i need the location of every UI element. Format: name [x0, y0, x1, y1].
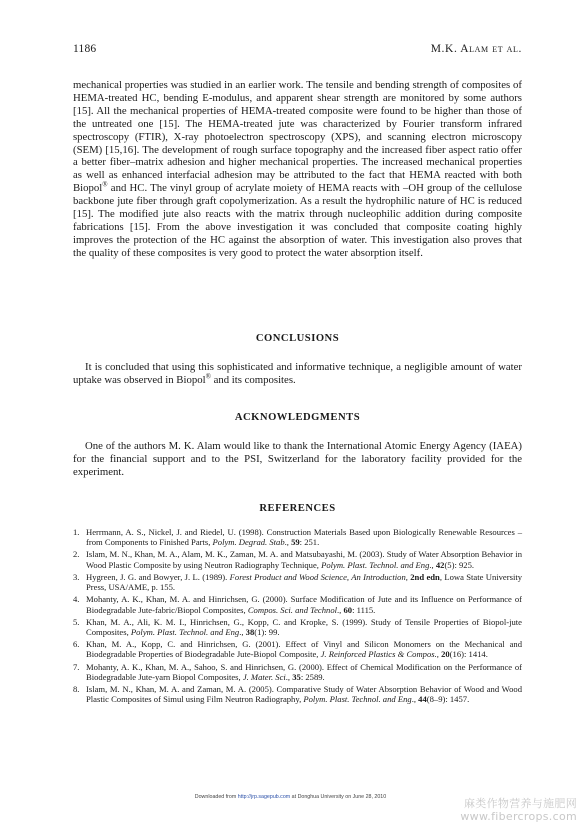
reference-item: [73, 684, 522, 704]
reference-item: [73, 639, 522, 659]
reference-text: Mohanty, A. K., Khan, M. A., Sahoo, S. and Hinrichsen, G. (2000). Effect of Chemical Modification on the Performance of Biodegradable Jute-yarn Biopol Composites, J. Mater. Sci., 35: 2589.: [86, 661, 522, 682]
reference-text: Islam, M. N., Khan, M. A., Alam, M. K., Zaman, M. A. and Matsubayashi, M. (2003). Study of Water Absorption Behavior in Wood Plastic Composite by using Neutron Radiography Technique, Polym. Plast. Technol. and Eng., 42(5): 925.: [86, 549, 522, 570]
conclusions-text-part2: and its composites.: [210, 373, 296, 386]
reference-number: 1.: [73, 527, 80, 537]
watermark-url: www.fibercrops.com: [460, 810, 577, 823]
reference-text: Islam, M. N., Khan, M. A. and Zaman, M. A. (2005). Comparative Study of Water Absorption Behavior of Wood and Wood Plastic Composites of Simul using Film Neutron Radiography, Polym. Plast. Technol. and Eng., 44(8–9): 1457.: [86, 684, 522, 705]
reference-number: 2.: [73, 549, 80, 560]
watermark-chinese: 麻类作物营养与施肥网: [464, 797, 577, 810]
footer-link[interactable]: http://jrp.sagepub.com: [237, 794, 291, 800]
reference-number: 4.: [73, 594, 80, 605]
page-number: 1186: [73, 43, 97, 55]
conclusions-paragraph: [73, 361, 522, 387]
reference-text: Khan, M. A., Kopp, C. and Hinrichsen, G. (2001). Effect of Vinyl and Silicon Monomers on the Mechanical and Biodegradable Properties of Biodegradable Jute-Biopol Composite, J. Reinforced Plastics & Compos., 20(16): 1414.: [86, 639, 522, 660]
references-heading: REFERENCES: [259, 503, 336, 514]
reference-item: [73, 527, 522, 547]
reference-text: Hygreen, J. G. and Bowyer, J. L. (1989). Forest Product and Wood Science, An Introduction, 2nd edn, Lowa State University Press, USA/AME, p. 155.: [86, 571, 523, 593]
intro-text-part2: and HC. The vinyl group of acrylate moiety of HEMA reacts with –OH group of the cellulose backbone jute fiber through graft copolymerization. As a result the hydrophilic nature of HC is reduced [15]. The modified jute also reacts with the matrix through nucleophilic addition during composite fabrications [15]. From the above investigation it was concluded that composite coating highly improves the protection of the HC against the absorption of water. This investigation also proves that the quality of these composites is very good to protect the water absorption itself.: [73, 182, 522, 259]
conclusions-text-part1: It is concluded that using this sophisticated and informative technique, a negligible amount of water uptake was observed in Biopol: [73, 361, 522, 386]
reference-item: [73, 617, 522, 637]
reference-number: 6.: [73, 639, 80, 650]
registered-mark: ®: [205, 372, 211, 381]
reference-item: [73, 572, 522, 592]
reference-number: 3.: [73, 571, 80, 582]
reference-item: [73, 662, 522, 682]
reference-text: Khan, M. A., Ali, K. M. I., Hinrichsen, G., Kopp, C. and Kropke, S. (1999). Study of Tensile Properties of Biopol-jute Composites, Polym. Plast. Technol. and Eng., 38(1): 99.: [86, 616, 522, 637]
reference-number: 7.: [73, 661, 80, 672]
running-header: [73, 43, 522, 55]
site-watermark: [460, 797, 577, 823]
reference-number: 8.: [73, 684, 80, 695]
intro-paragraph: [73, 79, 522, 260]
running-authors: M.K. Alam et al.: [430, 43, 522, 55]
reference-item: [73, 594, 522, 614]
conclusions-heading: CONCLUSIONS: [255, 333, 340, 344]
acknowledgments-paragraph: One of the authors M. K. Alam would like to thank the International Atomic Energy Agency (IAEA) for the financial support and to the PSI, Switzerland for the laboratory facility provided for the experiment.: [73, 440, 522, 478]
acknowledgments-heading: ACKNOWLEDGMENTS: [234, 412, 361, 423]
footer-suffix: at Donghua University on June 28, 2010: [290, 794, 387, 800]
intro-text-part1: mechanical properties was studied in an earlier work. The tensile and bending strength of composites of HEMA-treated HC, bending E-modulus, and apparent shear strength are monitored by some authors [15]. All the mechanical properties of HEMA-treated composite were found to be higher than those of the untreated one [15]. The HEMA-treated jute was characterized by Fourier transform infrared spectroscopy (FTIR), X-ray photoelectron spectroscopy (XPS), and scanning electron microscopy (SEM) [15,16]. The development of rough surface topography and the increased fiber aspect ratio offer a better fiber–matrix adhesion and higher mechanical properties. The increased mechanical properties as well as enhanced interfacial adhesion may be attributed to the fact that HEMA reacted with both Biopol: [73, 79, 522, 195]
reference-list: [73, 527, 522, 707]
reference-item: [73, 549, 522, 569]
reference-text: Herrmann, A. S., Nickel, J. and Riedel, U. (1998). Construction Materials Based upon Biologically Renewable Resources – from Components to Finished Parts, Polym. Degrad. Stab., 59: 251.: [86, 527, 522, 548]
footer-prefix: Downloaded from: [194, 794, 238, 800]
registered-mark: ®: [102, 180, 108, 189]
reference-text: Mohanty, A. K., Khan, M. A. and Hinrichsen, G. (2000). Surface Modification of Jute and its Influence on Performance of Biodegradable Jute-fabric/Biopol Composites, Compos. Sci. and Technol., 60: 1115.: [86, 594, 522, 615]
reference-number: 5.: [73, 616, 80, 627]
